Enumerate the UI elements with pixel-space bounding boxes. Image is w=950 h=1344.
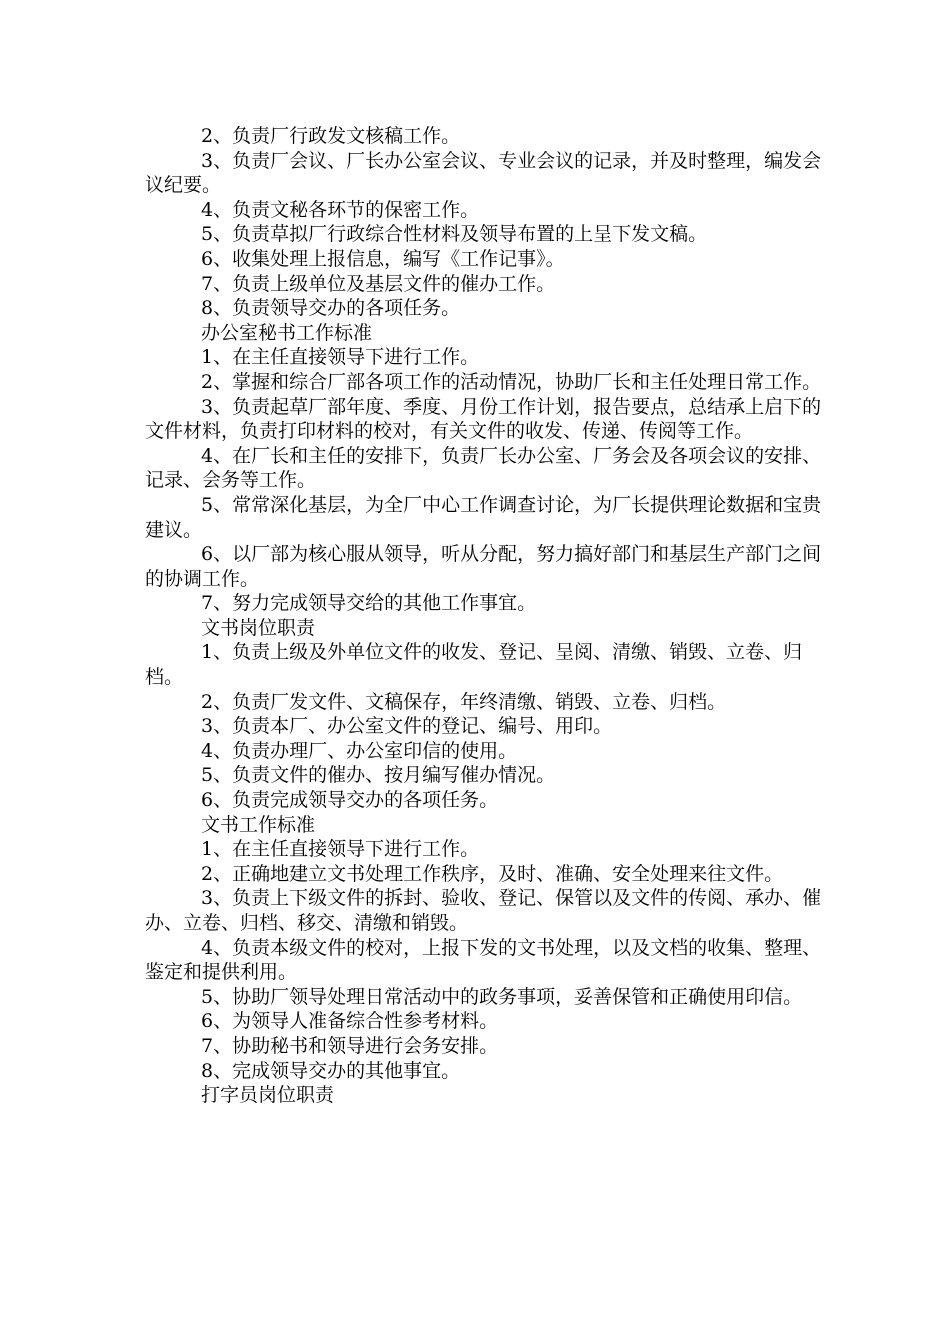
paragraph: 5、负责文件的催办、按月编写催办情况。: [201, 764, 556, 787]
paragraph: 5、协助厂领导处理日常活动中的政务事项，妥善保管和正确使用印信。: [201, 985, 803, 1008]
document-body: [145, 124, 825, 1108]
paragraph: 2、正确地建立文书处理工作秩序，及时、准确、安全处理来往文件。: [201, 862, 784, 885]
paragraph: 4、负责文秘各环节的保密工作。: [201, 198, 480, 221]
paragraph: 2、负责厂行政发文核稿工作。: [201, 125, 461, 147]
paragraph: 1、在主任直接领导下进行工作。: [201, 838, 480, 861]
paragraph: 3、负责厂会议、厂长办公室会议、专业会议的记录，并及时整理，编发会议纪要。: [145, 149, 822, 197]
paragraph: 8、负责领导交办的各项任务。: [201, 297, 461, 320]
paragraph: 2、掌握和综合厂部各项工作的活动情况，协助厂长和主任处理日常工作。: [201, 370, 822, 393]
paragraph: 7、努力完成领导交给的其他工作事宜。: [201, 592, 537, 615]
section-heading: 文书岗位职责: [201, 616, 316, 639]
paragraph: 7、负责上级单位及基层文件的催办工作。: [201, 272, 556, 295]
paragraph: 8、完成领导交办的其他事宜。: [201, 1059, 461, 1082]
section-heading: 文书工作标准: [201, 813, 316, 836]
paragraph: 6、以厂部为核心服从领导，听从分配，努力搞好部门和基层生产部门之间的协调工作。: [145, 543, 822, 590]
paragraph: 6、为领导人准备综合性参考材料。: [201, 1010, 499, 1033]
paragraph: 4、负责办理厂、办公室印信的使用。: [201, 739, 518, 762]
paragraph: 6、收集处理上报信息，编写《工作记事》。: [201, 247, 565, 270]
paragraph: 7、协助秘书和领导进行会务安排。: [201, 1034, 499, 1057]
paragraph: 6、负责完成领导交办的各项任务。: [201, 789, 499, 812]
paragraph: 3、负责本厂、办公室文件的登记、编号、用印。: [201, 715, 613, 738]
paragraph: 4、负责本级文件的校对，上报下发的文书处理，以及文档的收集、整理、鉴定和提供利用。: [145, 936, 822, 984]
section-heading: 办公室秘书工作标准: [201, 321, 373, 344]
paragraph: 1、负责上级及外单位文件的收发、登记、呈阅、清缴、销毁、立卷、归档。: [145, 641, 803, 689]
paragraph: 3、负责起草厂部年度、季度、月份工作计划，报告要点，总结承上启下的文件材料，负责打印材料的校对，有关文件的收发、传递、传阅等工作。: [145, 395, 822, 443]
paragraph: 1、在主任直接领导下进行工作。: [201, 346, 480, 369]
paragraph: 2、负责厂发文件、文稿保存，年终清缴、销毁、立卷、归档。: [201, 690, 727, 713]
section-heading: 打字员岗位职责: [201, 1084, 335, 1107]
paragraph: 3、负责上下级文件的拆封、验收、登记、保管以及文件的传阅、承办、催办、立卷、归档、移交、清缴和销毁。: [145, 887, 822, 934]
paragraph: 4、在厂长和主任的安排下，负责厂长办公室、厂务会及各项会议的安排、记录、会务等工作。: [145, 444, 822, 492]
paragraph: 5、常常深化基层，为全厂中心工作调查讨论，为厂长提供理论数据和宝贵建议。: [145, 493, 822, 541]
paragraph: 5、负责草拟厂行政综合性材料及领导布置的上呈下发文稿。: [201, 223, 708, 246]
